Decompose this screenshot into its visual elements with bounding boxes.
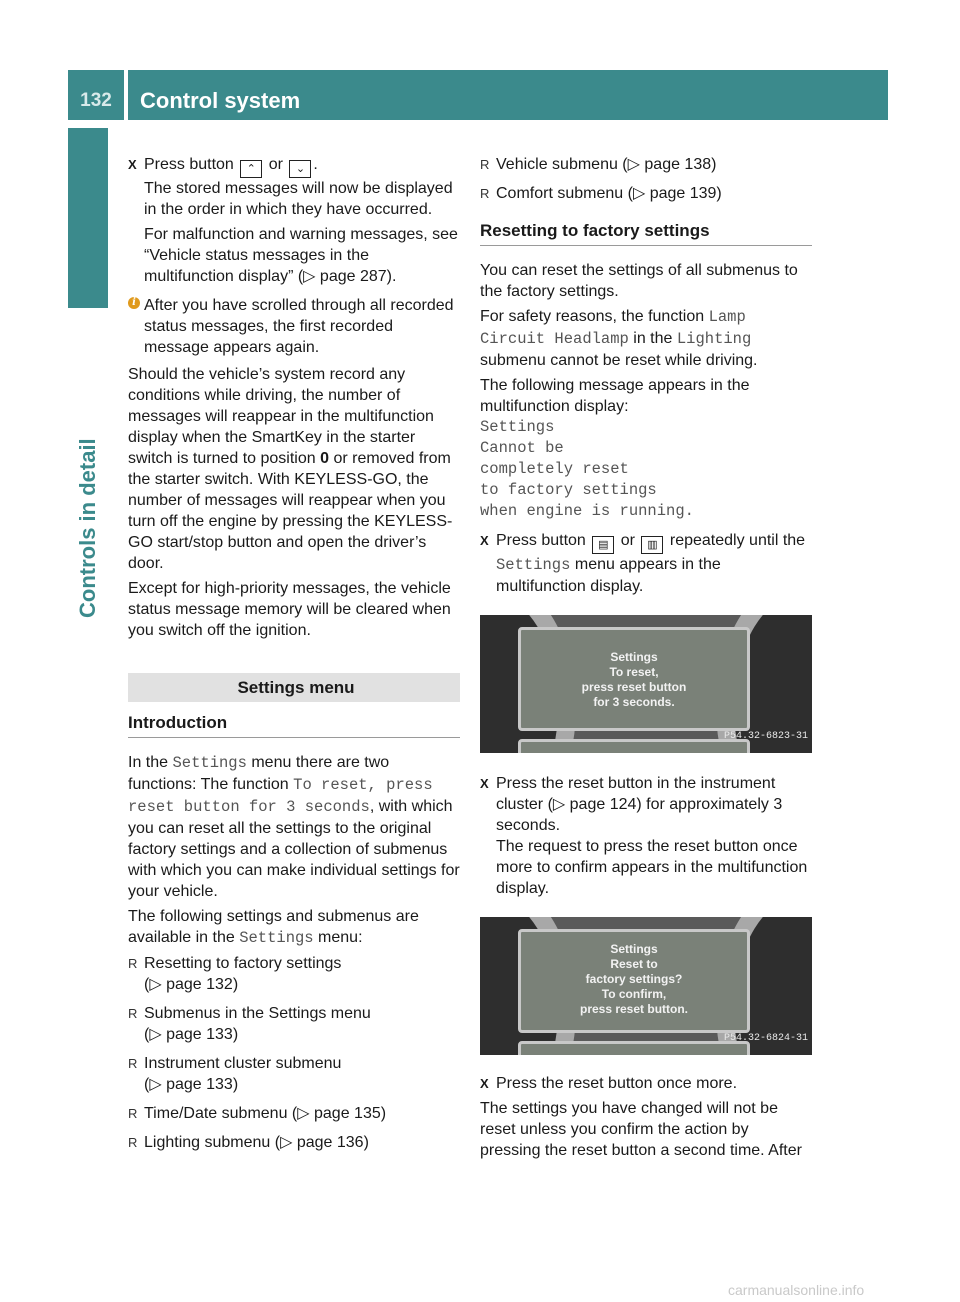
instrument-cluster-image-1 (480, 615, 812, 753)
bullet-icon: R (480, 157, 490, 172)
page-ref-icon: ▷ (149, 1026, 167, 1043)
info-icon: i (128, 297, 140, 309)
multifunction-display: Settings To reset, press reset button for 3 seconds. (518, 627, 750, 731)
list-item: R Time/Date submenu (▷ page 135) (128, 1105, 387, 1122)
side-label-wrapper (68, 318, 108, 618)
step-press-reset: X Press the reset button in the instrument cluster (▷ page 124) for approximately 3 seconds. The request to press the reset button once more to confirm appears in the multifunction display. (480, 775, 808, 897)
lower-display (518, 739, 750, 753)
resetting-heading: Resetting to factory settings (480, 220, 812, 246)
instrument-cluster-image-2 (480, 917, 812, 1055)
bullet-icon: R (128, 956, 138, 971)
step-continuation: For malfunction and warning messages, see “Vehicle status messages in the multifunction display” (▷ page 287). (144, 226, 458, 285)
page-ref-icon: ▷ (632, 185, 650, 202)
multifunction-display: Settings Reset to factory settings? To confirm, press reset button. (518, 929, 750, 1033)
menu-forward-button-icon: ▤ (592, 536, 614, 554)
list-item: R Resetting to factory settings (▷ page 132) (128, 955, 342, 993)
paragraph-introduction: In the Settings menu there are two functions: The function To reset, press reset button for 3 seconds, with which you can reset all the settings to the original factory settings and a collection of submenus with which you can make individual settings for your vehicle. (128, 754, 460, 900)
paragraph-message-appears: The following message appears in the multifunction display: (480, 377, 750, 415)
step-press-scroll: X Press button ⌃ or ⌄ . The stored messages will now be displayed in the order in which they have occurred. (128, 156, 453, 218)
list-item: R Comfort submenu (▷ page 139) (480, 185, 722, 202)
image-code: P54.32-6823-31 (723, 731, 808, 742)
down-arrow-button-icon: ⌄ (289, 160, 311, 178)
page-ref-icon: ▷ (297, 1105, 314, 1122)
image-code: P54.32-6824-31 (723, 1033, 808, 1044)
introduction-heading: Introduction (128, 712, 460, 738)
watermark: carmanualsonline.info (728, 1282, 865, 1298)
page-ref-icon: ▷ (303, 268, 320, 285)
page-ref-icon: ▷ (627, 156, 645, 173)
bullet-icon: R (128, 1056, 138, 1071)
list-item: R Submenus in the Settings menu (▷ page 133) (128, 1005, 371, 1043)
page-ref-icon: ▷ (149, 976, 167, 993)
page-ref-icon: ▷ (149, 1076, 167, 1093)
left-column (128, 154, 460, 1153)
step-marker-icon: X (480, 776, 489, 791)
paragraph-reset-all: You can reset the settings of all submenus to the factory settings. (480, 262, 798, 300)
lower-display (518, 1041, 750, 1055)
side-tab (68, 128, 108, 308)
step-marker-icon: X (480, 533, 489, 548)
bullet-icon: R (128, 1106, 138, 1121)
list-item: R Instrument cluster submenu (▷ page 133) (128, 1055, 342, 1093)
paragraph-confirm: The settings you have changed will not be reset unless you confirm the action by pressing the reset button a second time. After (480, 1100, 802, 1159)
bullet-icon: R (480, 186, 490, 201)
page-ref-icon: ▷ (280, 1134, 297, 1151)
info-note: i After you have scrolled through all recorded status messages, the first recorded message appears again. (128, 295, 460, 358)
step-marker-icon: X (128, 157, 137, 172)
section-title: Control system (140, 88, 301, 113)
bullet-icon: R (128, 1135, 138, 1150)
bullet-icon: R (128, 1006, 138, 1021)
step-marker-icon: X (480, 1076, 489, 1091)
paragraph-memory-cleared: Except for high-priority messages, the vehicle status message memory will be cleared when you switch off the ignition. (128, 580, 451, 639)
header-separator (124, 70, 128, 120)
settings-menu-band: Settings menu (128, 673, 460, 702)
side-label: Controls in detail (75, 438, 100, 618)
page-number: 132 (80, 90, 112, 111)
step-press-menu-button: X Press button ▤ or ▥ repeatedly until the Settings menu appears in the multifunction display. (480, 532, 806, 595)
display-message: Settings Cannot be completely reset to factory settings when engine is running. (480, 418, 694, 520)
paragraph-safety: For safety reasons, the function Lamp Circuit Headlamp in the Lighting submenu cannot be reset while driving. (480, 308, 758, 369)
step-press-reset-again: X Press the reset button once more. (480, 1075, 738, 1092)
page-ref-icon: ▷ (552, 796, 570, 813)
up-arrow-button-icon: ⌃ (240, 160, 262, 178)
menu-back-button-icon: ▥ (641, 536, 663, 554)
paragraph-available: The following settings and submenus are available in the Settings menu: (128, 908, 419, 947)
list-item: R Vehicle submenu (▷ page 138) (480, 156, 717, 173)
list-item: R Lighting submenu (▷ page 136) (128, 1134, 369, 1151)
right-column (480, 154, 812, 1161)
paragraph-system-record: Should the vehicle’s system record any conditions while driving, the number of messages will reappear in the multifunction display when the SmartKey in the starter switch is turned to position 0 or removed from the starter switch. With KEYLESS-GO, the number of messages will reappear when you turn off the engine by pressing the KEYLESS-GO start/stop button and open the driver’s door. (128, 366, 453, 572)
